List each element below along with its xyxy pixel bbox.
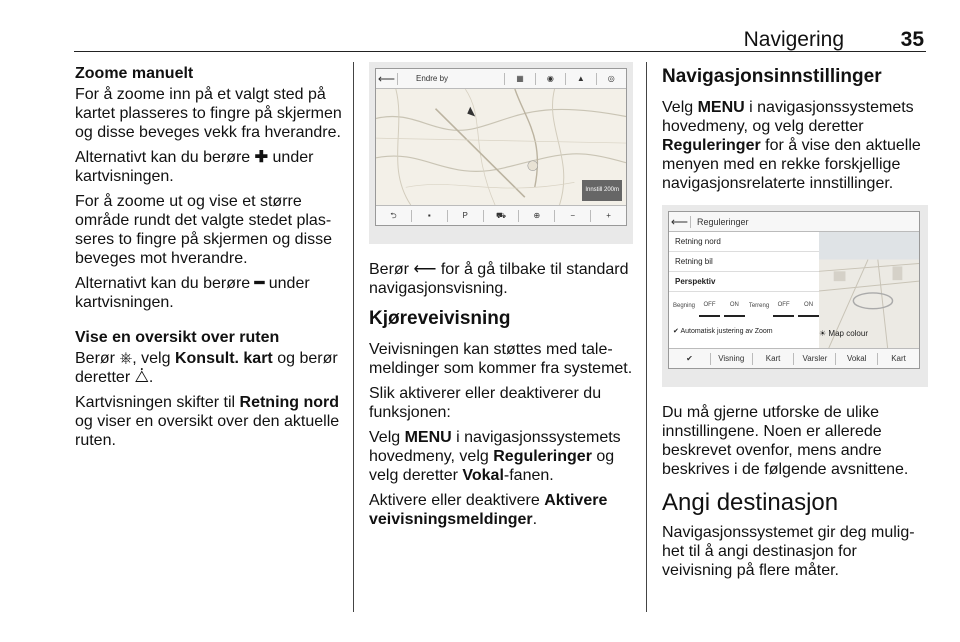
traffic-icon[interactable]: ⛟ <box>484 210 520 222</box>
toggle-on[interactable]: ON <box>798 296 819 317</box>
column-divider <box>353 62 354 612</box>
paragraph: Velg MENU i navigasjonssystemets hovedmeny, velg Reguleringer og velg deretter Vokal-fanen. <box>369 429 621 484</box>
tab-check[interactable]: ✔ <box>669 353 711 365</box>
poi-icon[interactable]: ▪ <box>412 210 448 222</box>
rotate-icon[interactable]: ⮌ <box>376 210 412 222</box>
column-left <box>75 64 347 456</box>
car-icon[interactable]: ◉ <box>536 73 566 85</box>
change-city-label[interactable]: Endre by <box>398 73 505 85</box>
tab-kart-2[interactable]: Kart <box>891 353 906 363</box>
column-right <box>662 66 928 586</box>
map-scale: Innstill 200m <box>582 180 622 201</box>
column-divider <box>646 62 647 612</box>
toggle-off[interactable]: OFF <box>699 296 720 317</box>
paragraph: Veivisningen kan støttes med talemeldinger som kommer fra systemet. <box>369 341 633 377</box>
paragraph: Slik aktiverer eller deaktiverer du funksjonen: <box>369 385 602 421</box>
figure-map-screen <box>369 62 633 244</box>
compass-icon[interactable]: ▲ <box>566 73 596 85</box>
tab-visning[interactable]: Visning <box>711 353 753 365</box>
paragraph: Kartvisningen skifter til Retning nord og viser en oversikt over den aktuelle ruten. <box>75 394 340 449</box>
map-view-icon[interactable]: ▦ <box>505 73 535 85</box>
tab-varsler[interactable]: Varsler <box>794 353 836 365</box>
paragraph: Velg MENU i navigasjonssystemets hovedmeny, og velg deretter Reguleringer for å vise den aktuelle menyen med en rekke forskjellige navigasjonsrelaterte innstillinger. <box>662 99 921 192</box>
tab-kart[interactable]: Kart <box>753 353 795 365</box>
map-bottom-bar <box>376 205 626 225</box>
minus-icon: ━ <box>254 275 265 292</box>
settings-tab-bar <box>669 348 919 368</box>
toggle-row: Begning OFF ON Terreng OFF ON <box>669 296 819 316</box>
settings-screen <box>668 211 920 369</box>
parking-icon[interactable]: P <box>448 210 484 222</box>
zoom-out-icon[interactable]: − <box>555 210 591 222</box>
paragraph: Navigasjonssystemet gir deg mulighet til å angi destinasjon for veivisning på flere måter. <box>662 524 915 579</box>
page-header <box>74 28 926 52</box>
back-arrow-icon[interactable]: ⟵ <box>669 216 691 228</box>
center-icon[interactable]: ⊕ <box>519 210 555 222</box>
heading-destination: Angi destinasjon <box>662 489 839 516</box>
map-menu-icon: ⎈ <box>119 350 133 367</box>
paragraph: Du må gjerne utforske de ulike innstillingene. Noen er allerede beskrevet ovenfor, mens andre beskrives i de følgende avsnittene. <box>662 404 909 478</box>
heading-route: Vise en oversikt over ruten <box>75 329 280 346</box>
page-number: 35 <box>900 28 924 51</box>
menu-item-north[interactable]: Retning nord <box>669 232 819 252</box>
paragraph: For å zoome inn på et valgt sted på kartet plasseres to fingre på skjermen og disse beveges vekk fra hverandre. <box>75 86 342 141</box>
heading-zoom: Zoome manuelt <box>75 65 194 82</box>
toggle-off[interactable]: OFF <box>773 296 794 317</box>
paragraph: Berør ⟵ for å gå tilbake til standard navigasjonsvisning. <box>369 261 629 297</box>
toggle-on[interactable]: ON <box>724 296 745 317</box>
menu-item-perspective[interactable]: Perspektiv <box>669 272 819 292</box>
heading-settings: Navigasjonsinnstillinger <box>662 66 882 87</box>
back-arrow-icon: ⟵ <box>413 261 437 278</box>
settings-top-bar <box>669 212 919 232</box>
paragraph: Aktivere eller deaktivere Aktivere veivisningsmeldinger. <box>369 492 608 528</box>
map-screen <box>375 68 627 226</box>
heading-guidance: Kjøreveivisning <box>369 308 511 329</box>
paragraph: Alternativt kan du berøre ━ under kartvisningen. <box>75 275 310 311</box>
menu-item-heading[interactable]: Retning bil <box>669 252 819 272</box>
settings-title: Reguleringer <box>697 216 749 227</box>
tab-vokal[interactable]: Vokal <box>836 353 878 365</box>
figure-settings-screen <box>662 205 928 387</box>
paragraph: Alternativt kan du berøre ✚ under kartvisningen. <box>75 149 314 185</box>
settings-icon[interactable]: ◎ <box>607 73 615 83</box>
plus-icon: ✚ <box>254 149 269 166</box>
map-top-bar <box>376 69 626 89</box>
page-title: Navigering <box>743 28 844 51</box>
map-colour-button[interactable]: ☀ Map colour <box>819 329 868 338</box>
column-middle <box>369 62 633 535</box>
paragraph: Berør ⎈, velg Konsult. kart og berør deretter ⧊. <box>75 350 338 386</box>
back-arrow-icon[interactable]: ⟵ <box>376 73 398 85</box>
route-overview-icon: ⧊ <box>134 369 149 386</box>
auto-zoom-checkbox[interactable]: ✔ Automatisk justering av Zoom <box>673 328 773 335</box>
paragraph: For å zoome ut og vise et større område rundt det valgte stedet plasseres to fingre på skjermen og disse beveges mot hverandre. <box>75 193 333 267</box>
zoom-in-icon[interactable]: + <box>606 210 611 220</box>
